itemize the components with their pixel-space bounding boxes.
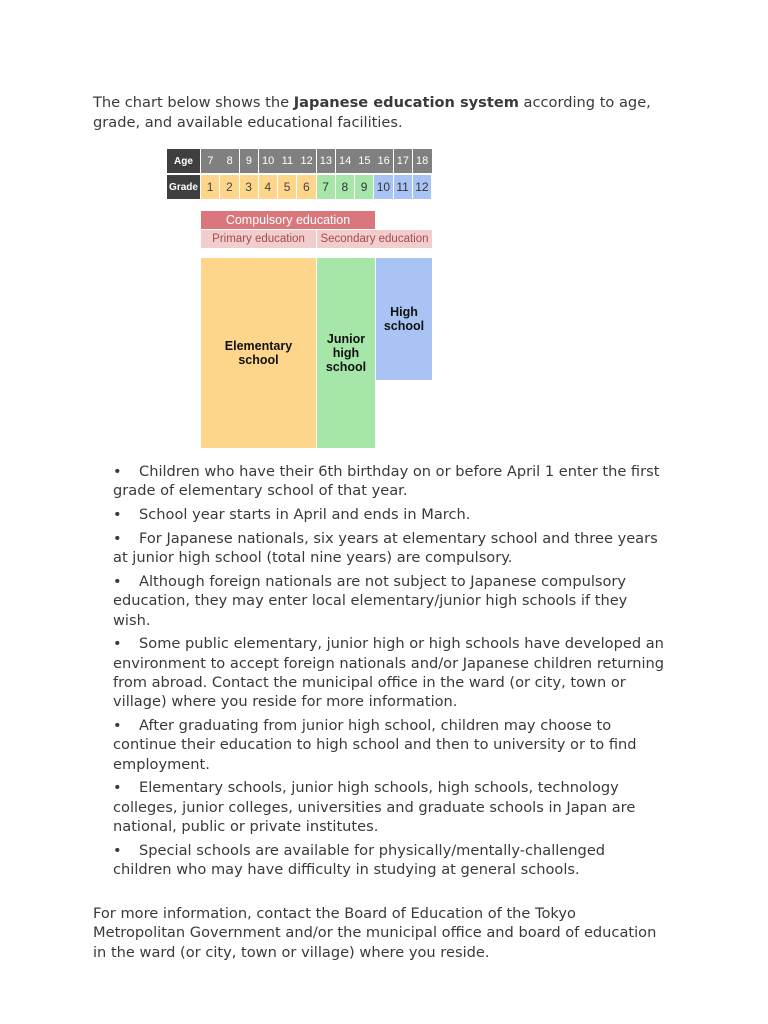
age-cell: 7 [201, 149, 220, 173]
age-cell: 9 [240, 149, 259, 173]
grade-row-label: Grade [167, 175, 200, 199]
grade-cell: 1 [201, 175, 219, 199]
bullet-marker: • [113, 506, 122, 524]
age-cell: 8 [220, 149, 239, 173]
bullet-marker: • [113, 463, 122, 480]
bullet-item [113, 778, 668, 836]
age-cell: 18 [413, 149, 432, 173]
bullet-text: Special schools are available for physically/mentally-challenged children who may have difficulty in studying at general schools. [113, 841, 606, 879]
secondary-education-band: Secondary education [317, 230, 432, 248]
intro-bold-term: Japanese education system [293, 94, 519, 111]
intro-text-after: according to age, grade, and available educational facilities. [93, 94, 651, 131]
grade-cell: 5 [278, 175, 296, 199]
grade-cell: 12 [413, 175, 431, 199]
age-cell: 15 [355, 149, 374, 173]
grade-cell: 2 [220, 175, 238, 199]
bullet-item [113, 841, 668, 880]
grade-cell: 6 [297, 175, 315, 199]
bullet-marker: • [113, 529, 122, 547]
elementary-school-block: Elementary school [201, 258, 316, 448]
bullet-marker: • [113, 635, 122, 653]
age-cell: 13 [317, 149, 336, 173]
closing-paragraph: For more information, contact the Board of Education of the Tokyo Metropolitan Government and/or the municipal office and board of education in the ward (or city, town or village) where you reside. [93, 905, 657, 961]
bullet-text: Elementary schools, junior high schools, high schools, technology colleges, junior colleges, universities and graduate schools in Japan are national, public or private institutes. [113, 779, 636, 836]
info-bullet-list [113, 462, 668, 884]
bullet-marker: • [113, 717, 122, 735]
bullet-text: For Japanese nationals, six years at elementary school and three years at junior high school (total nine years) are compulsory. [113, 529, 658, 567]
age-cell: 10 [259, 149, 278, 173]
bullet-item [113, 716, 668, 774]
bullet-text: After graduating from junior high school, children may choose to continue their education to high school and then to university or to find employment. [113, 717, 637, 773]
primary-education-band: Primary education [201, 230, 316, 248]
grade-cell: 3 [240, 175, 258, 199]
bullet-marker: • [113, 841, 122, 859]
age-cell: 14 [336, 149, 355, 173]
age-cell: 11 [278, 149, 297, 173]
bullet-item [113, 462, 668, 501]
compulsory-education-band: Compulsory education [201, 211, 375, 229]
grade-cell: 4 [259, 175, 277, 199]
age-cell: 17 [394, 149, 413, 173]
grade-cell: 11 [394, 175, 412, 199]
junior-high-school-block: Junior high school [317, 258, 375, 448]
age-cell: 16 [374, 149, 393, 173]
grade-cell: 8 [336, 175, 354, 199]
bullet-item [113, 505, 668, 524]
age-cell: 12 [297, 149, 316, 173]
grade-cell: 9 [355, 175, 373, 199]
grade-cell: 10 [374, 175, 392, 199]
grade-cell: 7 [317, 175, 335, 199]
education-system-diagram [0, 0, 768, 460]
bullet-text: Although foreign nationals are not subject to Japanese compulsory education, they may enter local elementary/junior high schools if they wish. [113, 572, 628, 629]
bullet-text: Some public elementary, junior high or high schools have developed an environment to accept foreign nationals and/or Japanese children returning from abroad. Contact the municipal office in the ward (or city, town or village) where you reside for more information. [113, 635, 665, 711]
age-row-label: Age [167, 149, 200, 173]
intro-text-before: The chart below shows the [93, 94, 294, 111]
bullet-marker: • [113, 572, 122, 590]
bullet-item [113, 634, 668, 711]
bullet-text: Children who have their 6th birthday on or before April 1 enter the first grade of elementary school of that year. [113, 463, 660, 500]
bullet-item [113, 529, 668, 568]
bullet-text: School year starts in April and ends in March. [139, 506, 471, 524]
bullet-marker: • [113, 779, 122, 797]
high-school-block: High school [376, 258, 432, 380]
bullet-item [113, 572, 668, 630]
